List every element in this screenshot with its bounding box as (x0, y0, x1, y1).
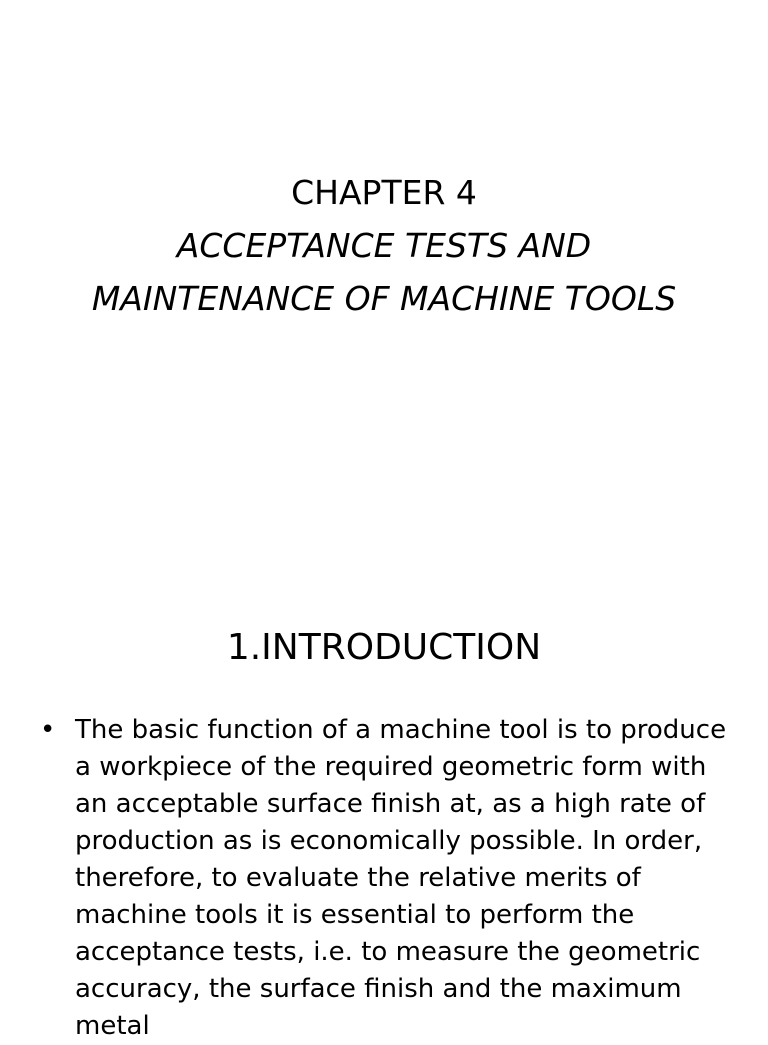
introduction-slide (0, 576, 768, 1041)
bullet-list (40, 712, 730, 1045)
chapter-subtitle-line-2: MAINTENANCE OF MACHINE TOOLS (91, 279, 677, 318)
bullet-item (40, 712, 730, 1045)
section-heading: 1.INTRODUCTION (226, 627, 542, 668)
chapter-label: CHAPTER 4 (291, 173, 477, 212)
chapter-title-block (0, 166, 768, 325)
chapter-subtitle-line-1: ACCEPTANCE TESTS AND (176, 226, 592, 265)
bullet-text: The basic function of a machine tool is to produce a workpiece of the required geometric form with an acceptable surface finish at, as a high rate of production as is economically possible. In order, therefore, to evaluate the relative merits of machine tools it is essential to perform the acceptance tests, i.e. to measure the geometric accuracy, the surface finish and the maximum metal (75, 715, 727, 1041)
bullet-dot-icon: • (40, 715, 56, 745)
